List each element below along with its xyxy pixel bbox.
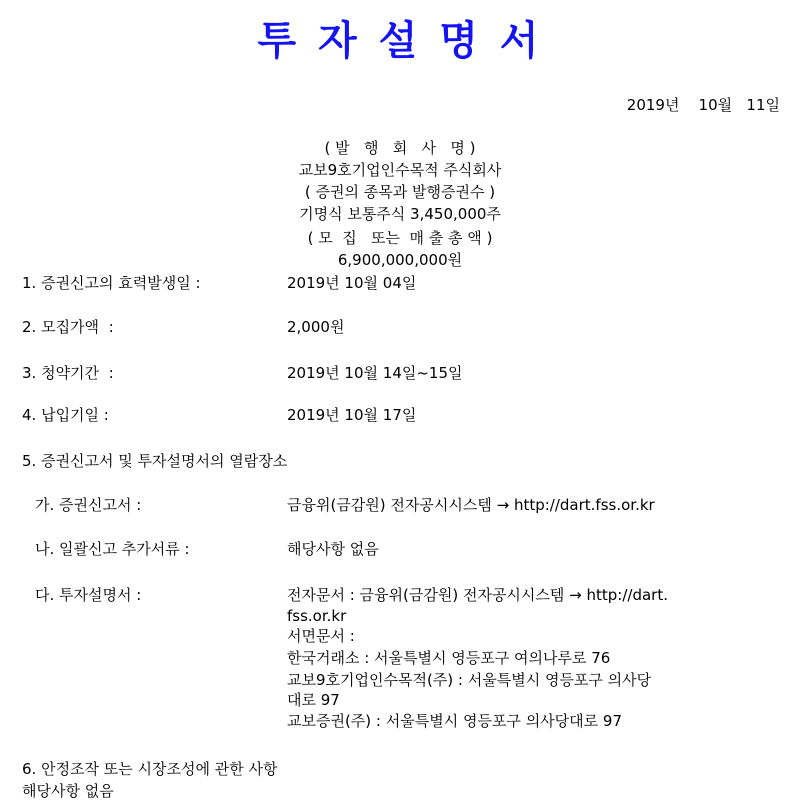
additional-documents-value: 해당사항 없음 [287,540,379,558]
offering-price-value: 2,000원 [287,318,345,336]
payment-date-value: 2019년 10월 17일 [287,406,417,424]
prospectus-line: 대로 97 [287,691,340,709]
prospectus-line: 교보증권(주) : 서울특별시 영등포구 의사당대로 97 [287,712,622,730]
effective-date-label: 1. 증권신고의 효력발생일 : [22,274,201,292]
inspection-places-heading: 5. 증권신고서 및 투자설명서의 열람장소 [22,452,288,470]
offering-price-label: 2. 모집가액 : [22,318,114,336]
subscription-period-label: 3. 청약기간 : [22,364,114,382]
offering-label: ( 모 집 또는 매 출 총 액 ) [307,229,493,247]
offering-value: 6,900,000,000원 [337,251,463,269]
registration-statement-value: 금융위(금감원) 전자공시시스템 → http://dart.fss.or.kr [287,496,655,514]
securities-label: ( 증권의 종목과 발행증권수 ) [304,183,496,201]
stabilization-value: 해당사항 없음 [22,782,114,800]
additional-documents-label: 나. 일괄신고 추가서류 : [35,540,190,558]
subscription-period-value: 2019년 10월 14일~15일 [287,364,463,382]
stabilization-heading: 6. 안정조작 또는 시장조성에 관한 사항 [22,760,278,778]
prospectus-line: 한국거래소 : 서울특별시 영등포구 여의나루로 76 [287,649,611,667]
prospectus-label: 다. 투자설명서 : [35,586,142,604]
issuer-label: ( 발 행 회 사 명 ) [324,139,476,157]
securities-value: 기명식 보통주식 3,450,000주 [299,205,501,223]
effective-date-value: 2019년 10월 04일 [287,274,417,292]
document-date: 2019년 10월 11일 [626,96,780,114]
registration-statement-label: 가. 증권신고서 : [35,496,142,514]
issuer-name: 교보9호기업인수목적 주식회사 [298,161,502,179]
prospectus-line: fss.or.kr [287,607,347,625]
prospectus-line: 서면문서 : [287,627,355,645]
prospectus-line: 전자문서 : 금융위(금감원) 전자공시시스템 → http://dart. [287,586,668,604]
payment-date-label: 4. 납입기일 : [22,406,109,424]
document-title: 투 자 설 명 서 [257,17,543,64]
prospectus-line: 교보9호기업인수목적(주) : 서울특별시 영등포구 의사당 [287,671,652,689]
